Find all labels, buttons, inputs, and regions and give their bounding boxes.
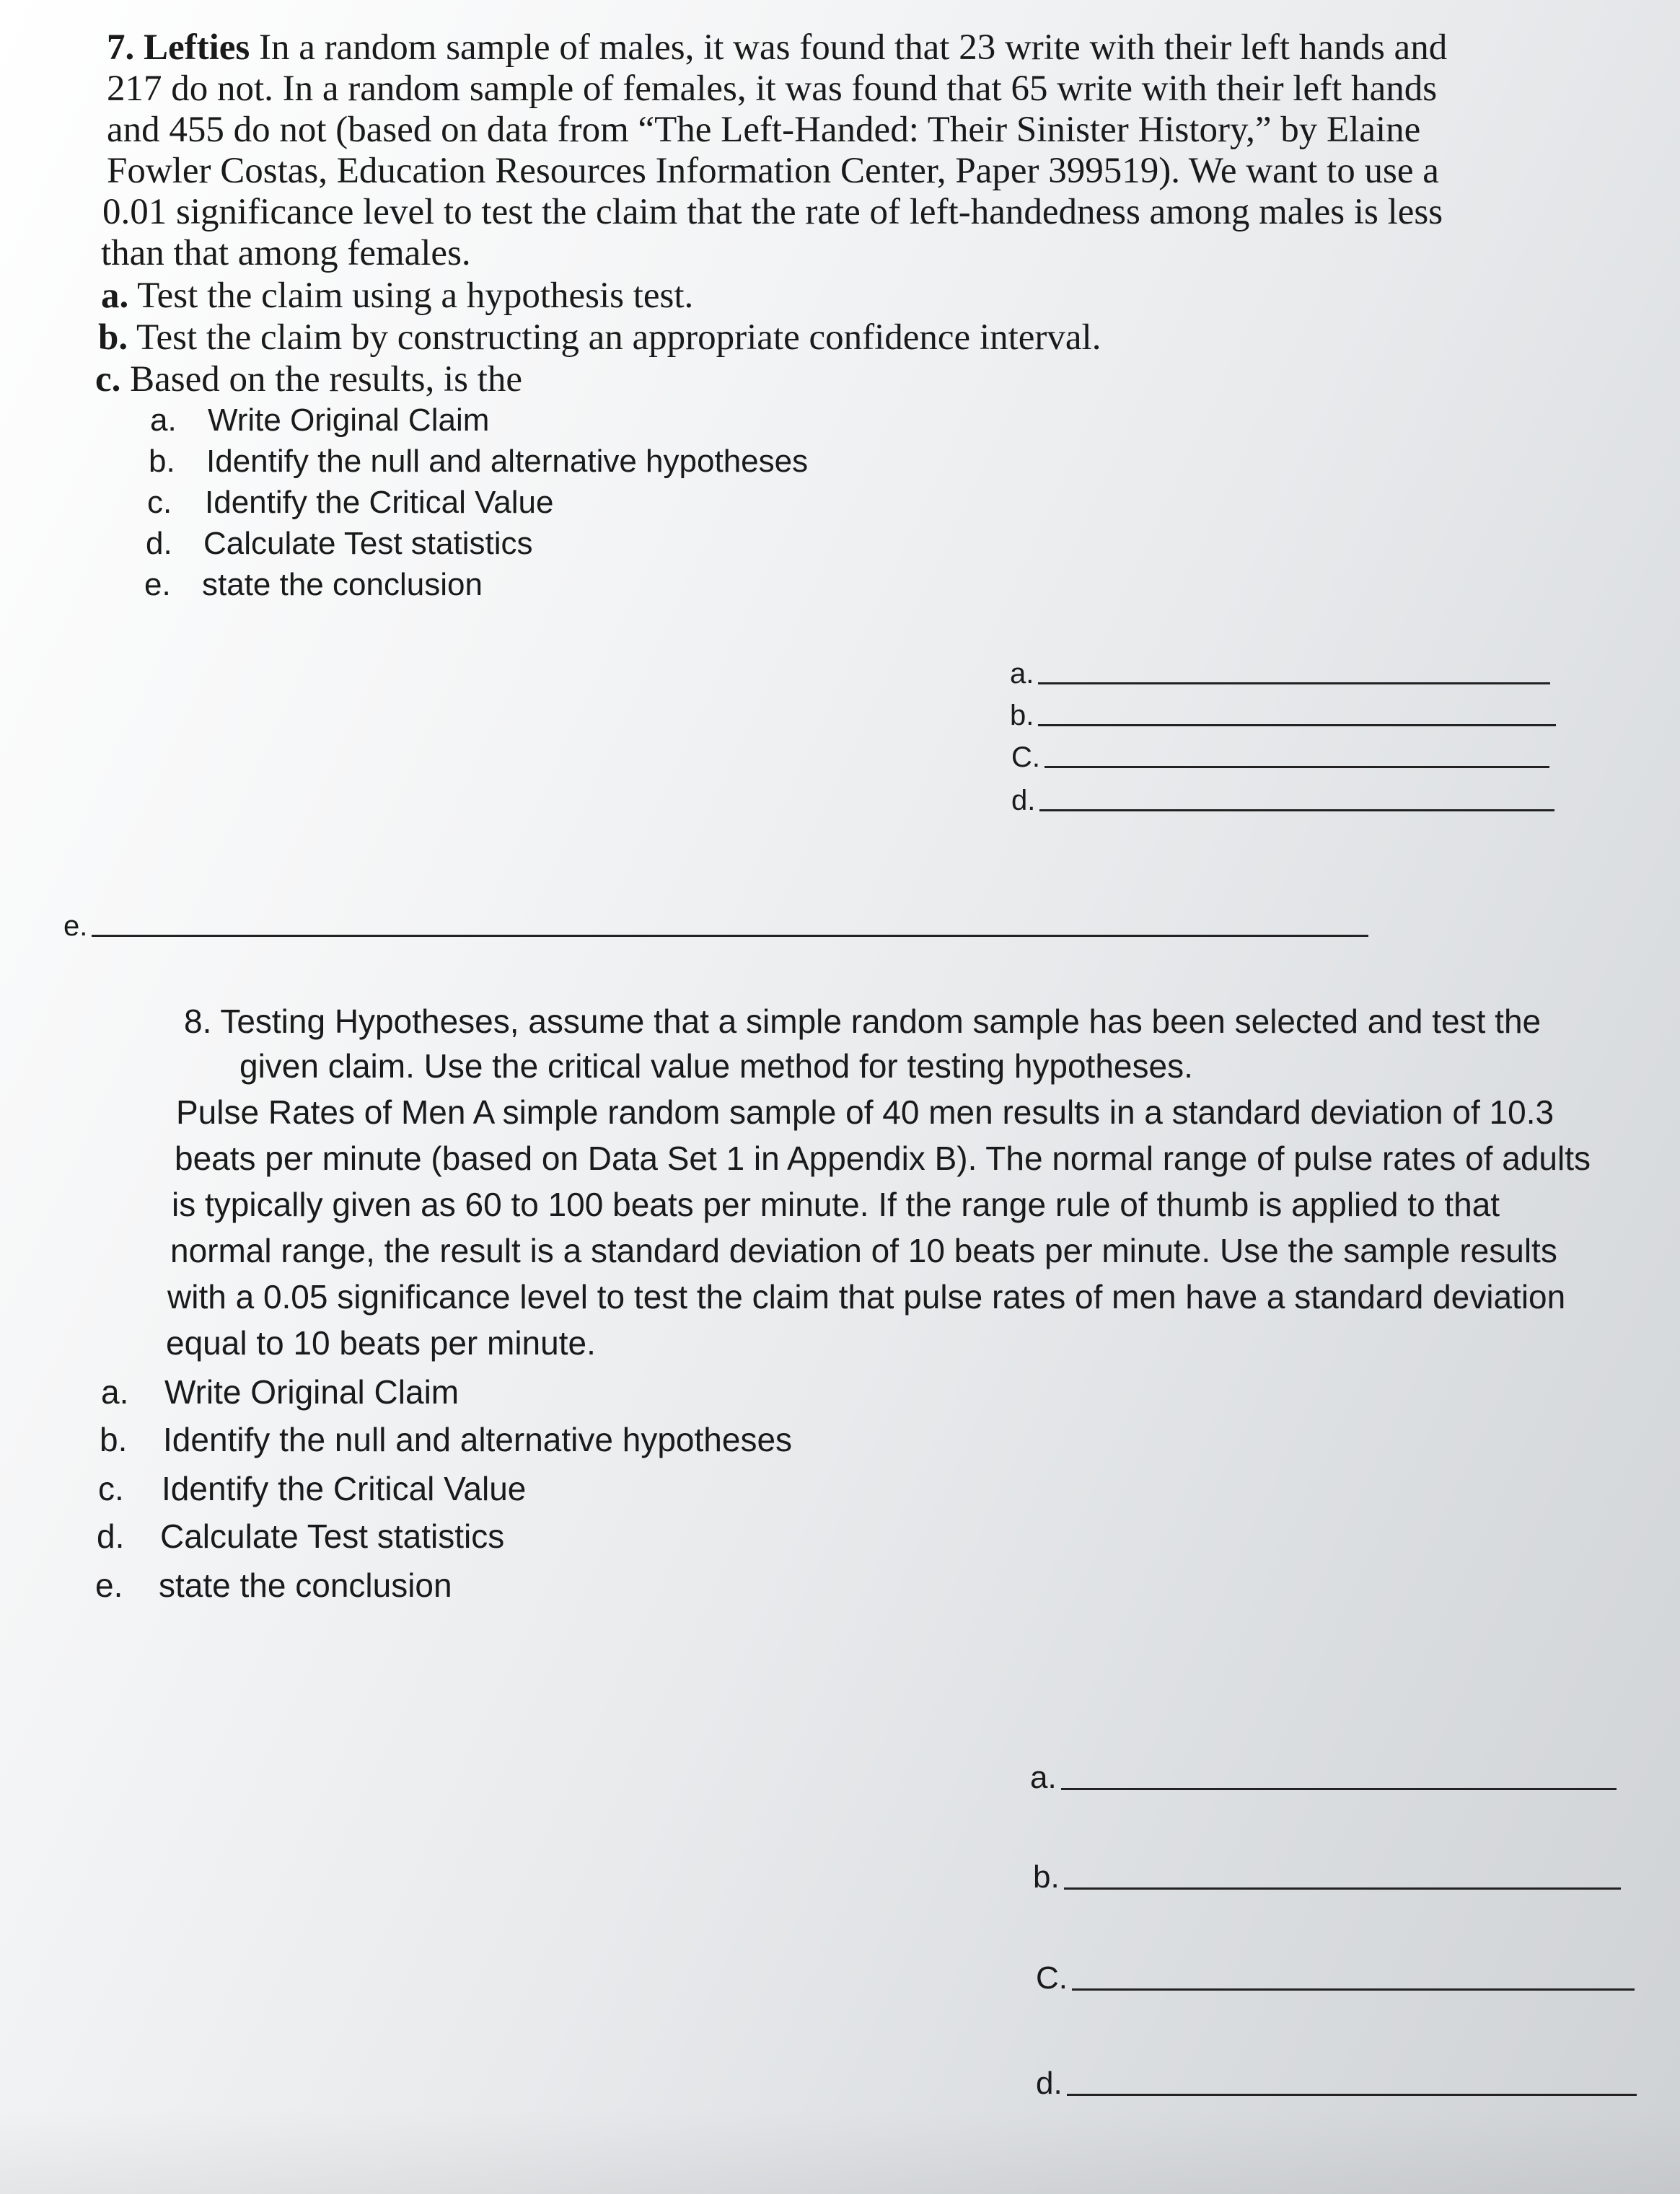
q8-answer-b[interactable]: b.	[1033, 1859, 1621, 1895]
q8-line-7: with a 0.05 significance level to test the claim that pulse rates of men have a standard deviation	[167, 1278, 1566, 1316]
q8-line-8: equal to 10 beats per minute.	[166, 1324, 596, 1362]
q7-answer-c[interactable]: C.	[1011, 741, 1549, 774]
q7-answer-e[interactable]: e.	[63, 910, 1368, 943]
q7-subpart-a: a. Write Original Claim	[150, 402, 490, 438]
q8-line-2: given claim. Use the critical value method for testing hypotheses.	[239, 1047, 1193, 1085]
page-shadow	[0, 2107, 1680, 2194]
q7-line-6: than that among females.	[101, 233, 471, 273]
q7-answer-a[interactable]: a.	[1010, 658, 1550, 690]
q7-subpart-c: c. Identify the Critical Value	[147, 485, 554, 520]
q7-line-2: 217 do not. In a random sample of females, it was found that 65 write with their left hands	[107, 69, 1438, 109]
q7-line-1: 7. Lefties In a random sample of males, it was found that 23 write with their left hands and	[107, 27, 1448, 68]
q7-subpart-d: d. Calculate Test statistics	[146, 526, 533, 561]
q8-answer-c[interactable]: C.	[1036, 1960, 1635, 1996]
q7-answer-b[interactable]: b.	[1010, 700, 1556, 732]
q7-line-4: Fowler Costas, Education Resources Information Center, Paper 399519). We want to use a	[107, 151, 1439, 191]
q8-line-1: 8. Testing Hypotheses, assume that a simple random sample has been selected and test the	[184, 1003, 1542, 1040]
q8-answer-a[interactable]: a.	[1030, 1760, 1617, 1796]
q8-line-4: beats per minute (based on Data Set 1 in Appendix B). The normal range of pulse rates of adults	[175, 1140, 1591, 1177]
q8-subpart-e: e. state the conclusion	[95, 1567, 452, 1604]
q7-part-c: c. Based on the results, is the	[95, 359, 523, 400]
q7-line-3: and 455 do not (based on data from “The Left-Handed: Their Sinister History,” by Elaine	[107, 110, 1421, 150]
q8-line-3: Pulse Rates of Men A simple random sample of 40 men results in a standard deviation of 10.3	[176, 1093, 1554, 1131]
q8-subpart-b: b. Identify the null and alternative hypotheses	[100, 1421, 793, 1458]
q7-part-b: b. Test the claim by constructing an appropriate confidence interval.	[98, 317, 1101, 358]
q7-subpart-e: e. state the conclusion	[144, 567, 483, 602]
q8-line-5: is typically given as 60 to 100 beats per minute. If the range rule of thumb is applied to that	[172, 1186, 1500, 1223]
q7-line-5: 0.01 significance level to test the claim that the rate of left-handedness among males is less	[102, 192, 1443, 232]
q8-line-6: normal range, the result is a standard deviation of 10 beats per minute. Use the sample results	[170, 1232, 1557, 1269]
q7-part-a: a. Test the claim using a hypothesis test.	[101, 276, 694, 316]
q8-subpart-a: a. Write Original Claim	[101, 1373, 459, 1411]
q8-subpart-c: c. Identify the Critical Value	[98, 1470, 527, 1507]
q7-answer-d[interactable]: d.	[1011, 785, 1554, 817]
q8-subpart-d: d. Calculate Test statistics	[97, 1517, 505, 1555]
q7-subpart-b: b. Identify the null and alternative hypotheses	[149, 444, 809, 479]
q8-answer-d[interactable]: d.	[1036, 2066, 1637, 2102]
